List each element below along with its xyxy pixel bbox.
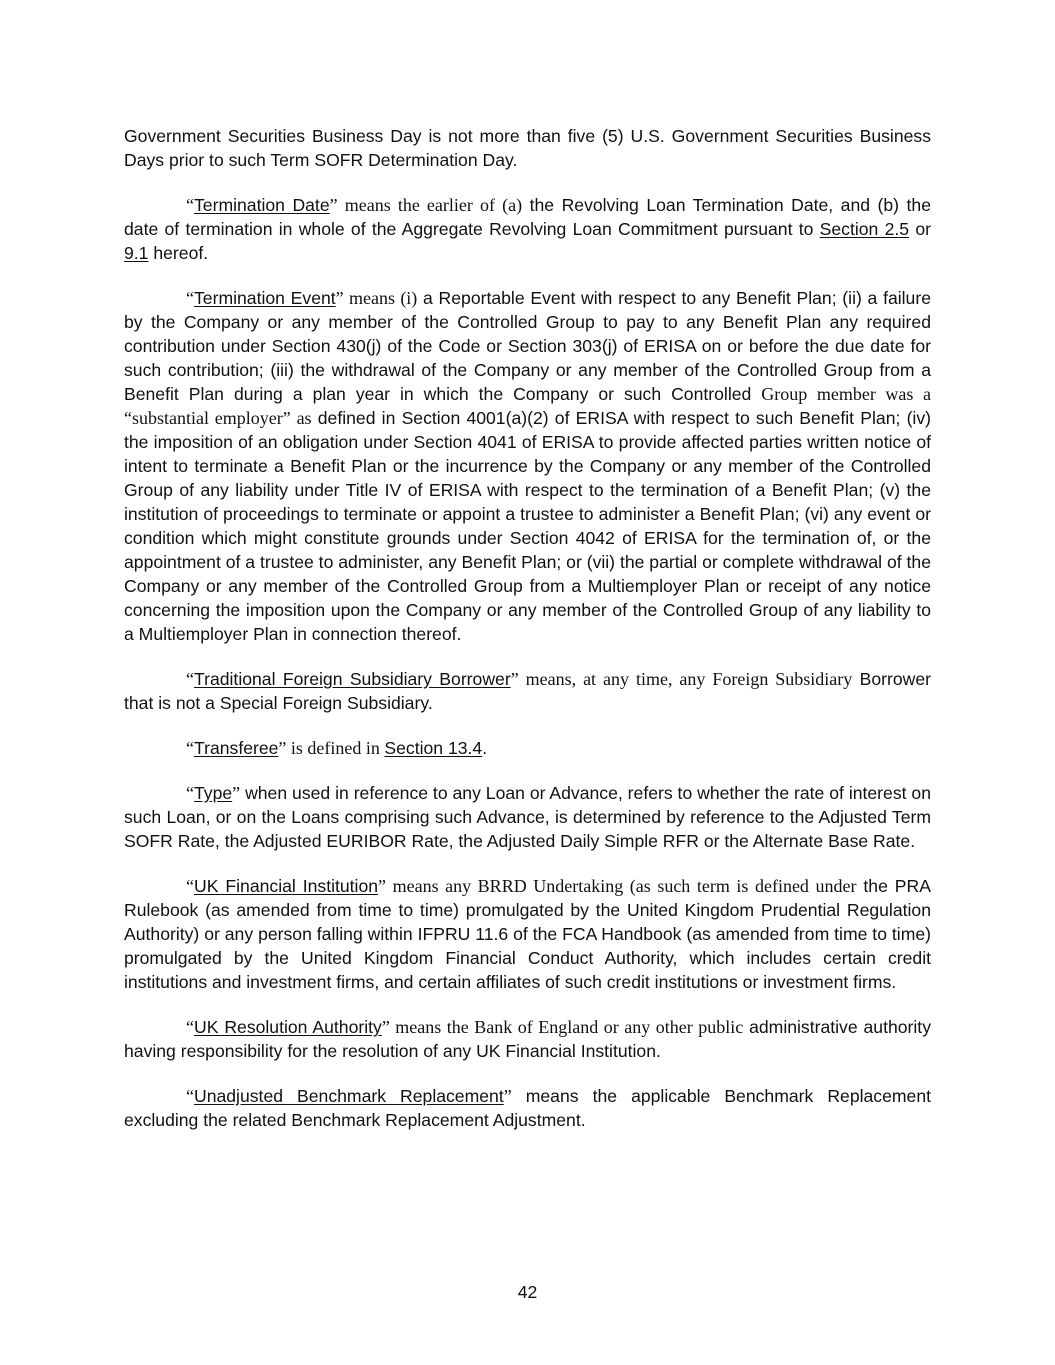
definition-uk-financial-institution (124, 874, 931, 994)
close-quote: ” (381, 1017, 390, 1037)
open-quote: “ (186, 783, 194, 803)
definition-text: a Reportable Event with respect to any Benefit Plan; (ii) a failure by the Company or any member of the Controlled Group to pay to any Benefit Plan any required contribution under Section 430(j) of the Code or Section 303(j) of ERISA on or before the due date for such contribution; (iii) the withdrawal of the Company or any member of the Controlled Group from a Benefit Plan during a plan year in which the Company or such Controlled (124, 288, 931, 404)
definition-lead: is defined in (286, 738, 385, 758)
close-quote: ” (335, 288, 344, 308)
defined-term: Type (194, 783, 233, 803)
close-quote: ” (503, 1086, 512, 1106)
page-number: 42 (517, 1282, 538, 1302)
definition-text: the Revolving Loan Termination Date, and (b) the date of termination in whole of the Aggregate Revolving Loan Commitment pursuant to (124, 195, 931, 239)
defined-term: Traditional Foreign Subsidiary Borrower (194, 669, 511, 689)
document-body (124, 124, 931, 1153)
defined-term: Termination Event (194, 288, 336, 308)
close-quote: ” (378, 876, 387, 896)
open-quote: “ (186, 1017, 194, 1037)
close-quote: ” (510, 669, 519, 689)
close-quote: ” (278, 738, 287, 758)
defined-term: Termination Date (194, 195, 330, 215)
definition-transferee (124, 736, 931, 760)
definition-uk-resolution-authority (124, 1015, 931, 1063)
defined-term: Unadjusted Benchmark Replacement (194, 1086, 504, 1106)
section-reference-link[interactable]: 9.1 (124, 243, 149, 263)
open-quote: “ (186, 876, 194, 896)
definition-termination-date (124, 193, 931, 265)
open-quote: “ (186, 288, 194, 308)
open-quote: “ (186, 195, 194, 215)
close-quote: ” (329, 195, 338, 215)
definition-traditional-foreign-subsidiary-borrower (124, 667, 931, 715)
open-quote: “ (186, 1086, 194, 1106)
definition-text-serif: Group member was a “substantial employer” as (124, 384, 931, 428)
definition-lead: means the earlier of (a) (337, 195, 523, 215)
definition-lead: means (i) (343, 288, 418, 308)
defined-term: UK Financial Institution (194, 876, 379, 896)
open-quote: “ (186, 669, 194, 689)
section-reference-link[interactable]: Section 13.4 (384, 738, 483, 758)
section-reference-link[interactable]: Section 2.5 (819, 219, 910, 239)
definition-text: the PRA Rulebook (as amended from time to time) promulgated by the United Kingdom Prudential Regulation Authority) or any person falling within IFPRU 11.6 of the FCA Handbook (as amended from time to time) promulgated by the United Kingdom Financial Conduct Authority, which includes certain credit institutions and investment firms, and certain affiliates of such credit institutions or investment firms. (124, 876, 931, 992)
definition-text: . (482, 738, 488, 758)
definition-text: when used in reference to any Loan or Advance, refers to whether the rate of interest on such Loan, or on the Loans comprising such Advance, is determined by reference to the Adjusted Term SOFR Rate, the Adjusted EURIBOR Rate, the Adjusted Daily Simple RFR or the Alternate Base Rate. (124, 783, 931, 851)
definition-lead: means the Bank of England or any other public (389, 1017, 744, 1037)
definition-text: Borrower that is not a Special Foreign Subsidiary. (124, 669, 931, 713)
definition-text: hereof. (148, 243, 209, 263)
defined-term: Transferee (194, 738, 279, 758)
definition-type (124, 781, 931, 853)
definition-text: administrative authority having responsibility for the resolution of any UK Financial Institution. (124, 1017, 931, 1061)
definition-text: means the applicable Benchmark Replacement excluding the related Benchmark Replacement Adjustment. (124, 1086, 931, 1130)
defined-term: UK Resolution Authority (194, 1017, 382, 1037)
definition-lead: means any BRRD Undertaking (as such term is defined under (386, 876, 857, 896)
close-quote: ” (232, 783, 241, 803)
definition-unadjusted-benchmark-replacement (124, 1084, 931, 1132)
carryover-paragraph: Government Securities Business Day is not more than five (5) U.S. Government Securities Business Days prior to such Term SOFR Determination Day. (124, 126, 931, 170)
definition-text: or (909, 219, 931, 239)
open-quote: “ (186, 738, 194, 758)
definition-lead: means, at any time, any Foreign Subsidiary (518, 669, 853, 689)
definition-text: defined in Section 4001(a)(2) of ERISA with respect to such Benefit Plan; (iv) the imposition of an obligation under Section 4041 of ERISA to provide affected parties written notice of intent to terminate a Benefit Plan or the incurrence by the Company or any member of the Controlled Group of any liability under Title IV of ERISA with respect to the termination of a Benefit Plan; (v) the institution of proceedings to terminate or appoint a trustee to administer a Benefit Plan; (vi) any event or condition which might constitute grounds under Section 4042 of ERISA for the termination of, or the appointment of a trustee to administer, any Benefit Plan; or (vii) the partial or complete withdrawal of the Company or any member of the Controlled Group from a Multiemployer Plan or receipt of any notice concerning the imposition upon the Company or any member of the Controlled Group of any liability to a Multiemployer Plan in connection thereof. (124, 408, 931, 644)
definition-termination-event (124, 286, 931, 646)
